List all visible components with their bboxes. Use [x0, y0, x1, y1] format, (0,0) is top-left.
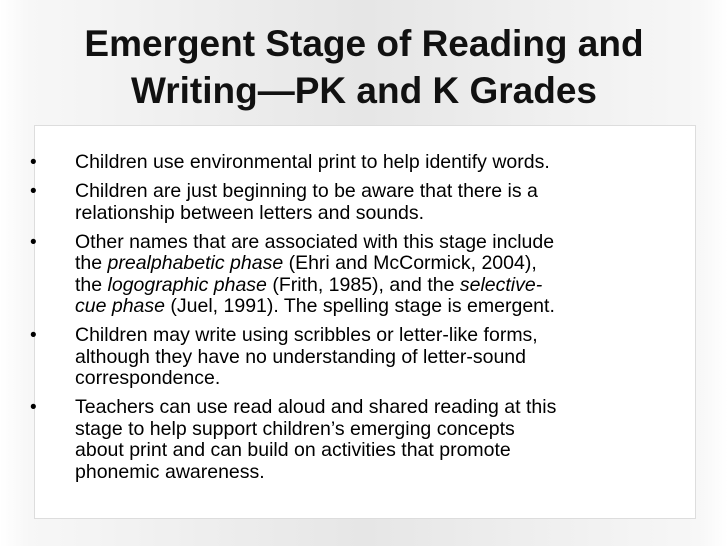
bullet-text: phonemic awareness. [75, 460, 265, 483]
bullet-list [26, 152, 706, 491]
bullet-marker: • [30, 397, 37, 418]
bullet-item [26, 397, 706, 483]
bullet-text: (Ehri and McCormick, 2004), [283, 252, 537, 274]
bullet-text: the [75, 252, 108, 274]
bullet-text: stage to help support children’s emerging concepts [75, 417, 515, 440]
bullet-text: although they have no understanding of letter-sound [75, 345, 526, 368]
title-line-1: Emergent Stage of Reading and [84, 23, 644, 64]
bullet-text: (Frith, 1985), and the [266, 273, 460, 296]
term-selective-cue-phase: cue phase [75, 295, 165, 317]
bullet-marker: • [30, 181, 37, 202]
title-line-2: Writing—PK and K Grades [131, 70, 597, 111]
term-logographic-phase: logographic phase [107, 273, 267, 296]
bullet-marker: • [30, 231, 37, 253]
bullet-text: Teachers can use read aloud and shared reading at this [75, 396, 557, 418]
term-selective-cue-phase: selective- [459, 273, 543, 296]
bullet-text: Children may write using scribbles or letter-like forms, [75, 324, 538, 346]
bullet-marker: • [30, 152, 37, 173]
bullet-item [26, 232, 706, 318]
slide-title [20, 20, 708, 114]
bullet-text: relationship between letters and sounds. [75, 201, 425, 224]
bullet-item [26, 152, 706, 174]
bullet-text: Children use environmental print to help identify words. [75, 151, 550, 173]
bullet-marker: • [30, 325, 37, 346]
bullet-text: the [75, 273, 108, 296]
bullet-text: Other names that are associated with this stage include [75, 230, 555, 253]
bullet-text: (Juel, 1991). The spelling stage is emergent. [165, 295, 555, 317]
bullet-text: Children are just beginning to be aware that there is a [75, 180, 538, 202]
bullet-text: correspondence. [75, 367, 221, 389]
bullet-item [26, 181, 706, 224]
term-prealphabetic-phase: prealphabetic phase [107, 252, 284, 274]
bullet-item [26, 325, 706, 390]
bullet-text: about print and can build on activities that promote [75, 439, 511, 461]
